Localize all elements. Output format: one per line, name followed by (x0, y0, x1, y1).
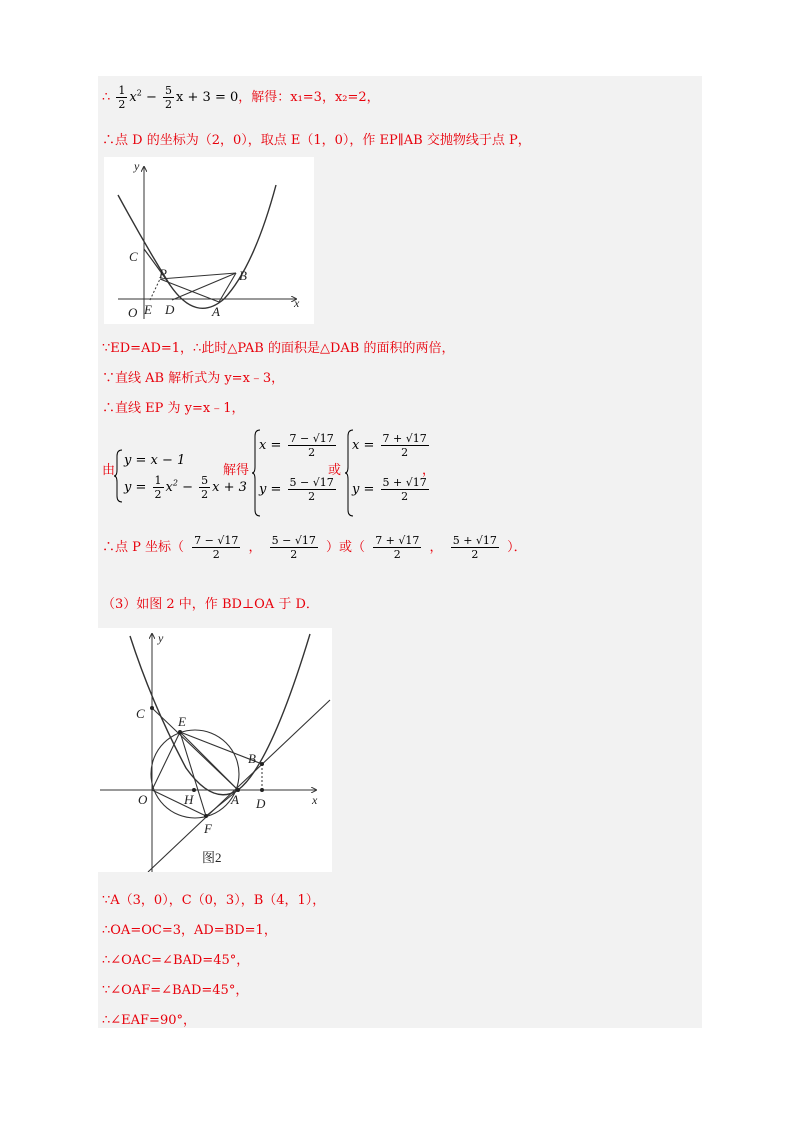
line-ep-equation: ∴直线 EP 为 y=x﹣1， (102, 401, 245, 416)
line-ed-ad: ∵ED=AD=1，∴此时△PAB 的面积是△DAB 的面积的两倍， (102, 341, 455, 356)
label-b: B (248, 751, 256, 766)
solution-1-x: x = $\frac{7 - √17}{2}$ (259, 432, 334, 459)
system-eq1: y = x − 1 (124, 453, 186, 468)
frac-five-half: $\frac{5}{2}$ (165, 84, 173, 111)
parabola (130, 634, 310, 795)
label-d: D (165, 302, 175, 317)
label-a: A (231, 792, 239, 807)
circle (151, 730, 239, 818)
label-o: O (128, 305, 138, 320)
label-y: y (158, 631, 164, 645)
line-point-d: ∴点 D 的坐标为（2，0），取点 E（1，0），作 EP∥AB 交抛物线于点 P， (102, 133, 531, 148)
line-coordinates-abc: ∵A（3，0），C（0，3），B（4，1）， (102, 893, 326, 908)
label-p: P (159, 266, 167, 281)
label-e: E (178, 714, 186, 729)
label-o: O (138, 792, 148, 807)
line-angle-eaf: ∴∠EAF=90°， (102, 1013, 196, 1028)
label-x: x (294, 296, 300, 310)
system-or: 或 (328, 463, 342, 478)
frac-half: $\frac{1}{2}$ (118, 84, 126, 111)
line-ab-equation: ∵直线 AB 解析式为 y=x﹣3， (102, 371, 285, 386)
label-f: F (204, 821, 212, 836)
label-d: D (256, 796, 266, 811)
line-point-p-coordinates: ∴点 P 坐标（ $\frac{7 - √17}{2}$ ， $\frac{5 - √17}{2}$ ）或（ $\frac{7 + √17}{2}$ ， $\frac{5 + √17}{2}$ ）． (102, 534, 527, 561)
line-ab (148, 700, 330, 872)
label-h: H (184, 792, 194, 807)
figure-1 (104, 157, 314, 324)
label-x: x (312, 793, 318, 807)
segment-ep (150, 279, 160, 300)
eq-minus: − (146, 90, 157, 105)
eq-x2: $x^2$ (129, 88, 142, 105)
system-you: 由 (102, 463, 116, 478)
line-part-3: （3）如图 2 中，作 BD⊥OA 于 D． (102, 597, 319, 612)
line-angle-oac: ∴∠OAC=∠BAD=45°， (102, 953, 250, 968)
label-a: A (212, 304, 220, 319)
figure-1-graph (104, 157, 314, 324)
label-c: C (129, 249, 138, 264)
figure-2 (98, 628, 332, 872)
system-solve-text: 解得 (223, 463, 250, 478)
solve-text: ，解得：x₁=3，x₂=2， (238, 90, 380, 105)
solution-2-x: x = $\frac{7 + √17}{2}$ (352, 432, 427, 459)
brace-system (114, 448, 124, 504)
line-angle-oaf: ∵∠OAF=∠BAD=45°， (102, 983, 249, 998)
line-equation (102, 84, 380, 111)
label-y: y (134, 159, 140, 173)
label-e: E (144, 302, 152, 317)
eq-rest: x + 3 = 0 (176, 90, 239, 105)
figure-2-caption: 图2 (202, 850, 222, 865)
system-eq2: y = $\frac{1}{2}$ $x^2$ − $\frac{5}{2}$ x + 3 (124, 474, 247, 501)
solution-comma: ， (422, 463, 436, 478)
label-c: C (136, 706, 145, 721)
therefore-symbol: ∴ (102, 90, 111, 105)
figure-2-graph (98, 628, 332, 872)
label-b: B (239, 268, 247, 283)
solution-1-y: y = $\frac{5 - √17}{2}$ (259, 476, 334, 503)
line-lengths: ∴OA=OC=3，AD=BD=1， (102, 923, 277, 938)
segment-of (152, 790, 206, 816)
solution-2-y: y = $\frac{5 + √17}{2}$ (352, 476, 427, 503)
